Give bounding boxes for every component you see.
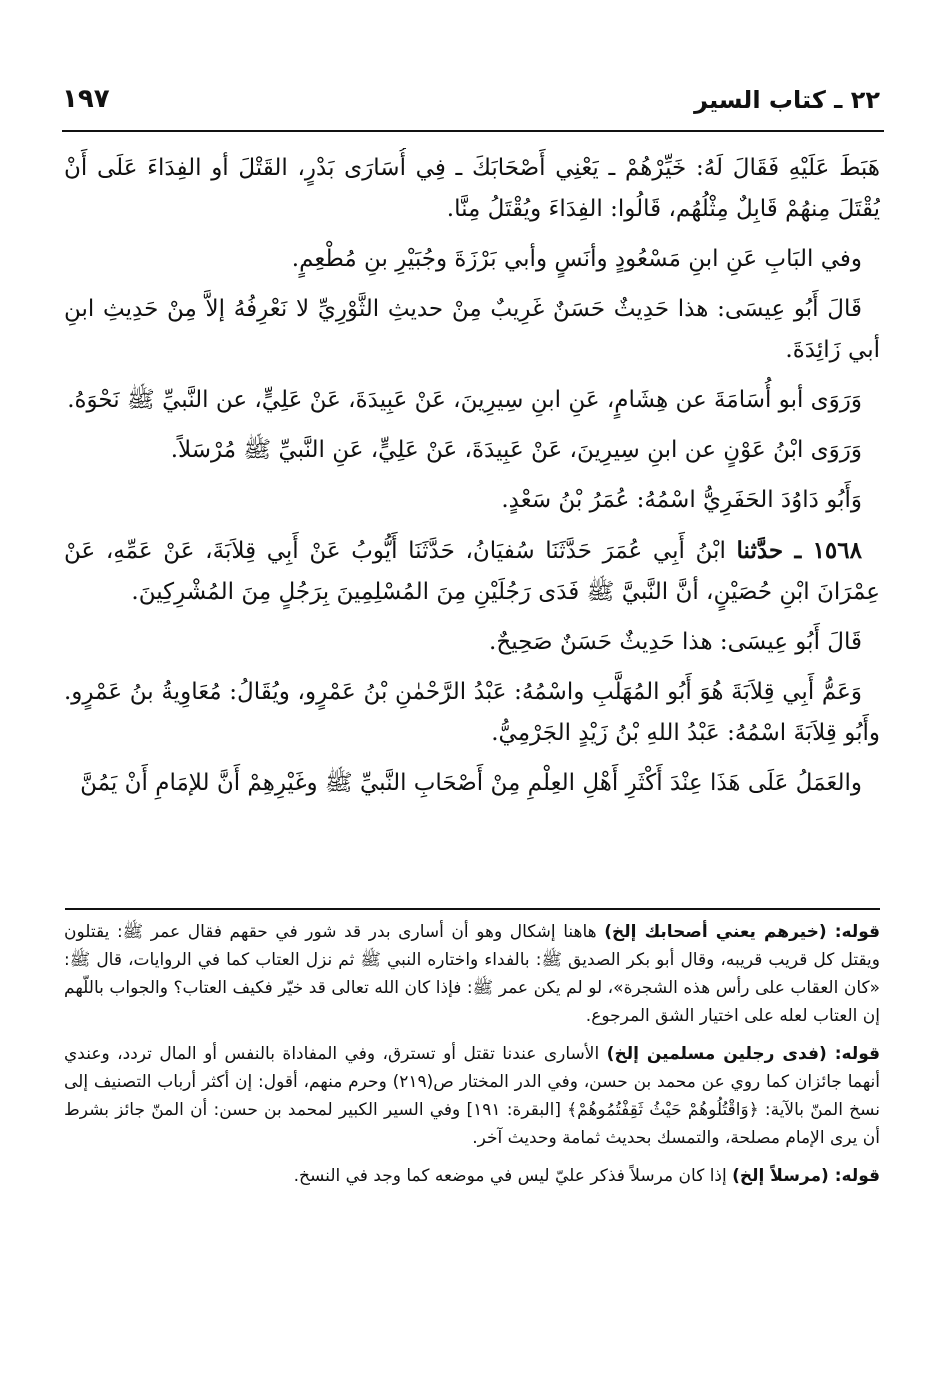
chapter-title: ٢٢ ـ كتاب السير [694, 86, 880, 114]
footnote-key: قوله: (خيرهم يعني أصحابك إلخ) [604, 922, 880, 942]
paragraph: وَرَوَى ابْنُ عَوْنٍ عن ابنِ سِيرِينَ، عَنْ عَبِيدَةَ، عَنْ عَلِيٍّ، عَنِ النَّبيِّ ﷺ مُرْسَلاً. [170, 437, 862, 463]
paragraph: قَالَ أَبُو عِيسَى: هذا حَدِيثٌ حَسَنٌ صَحِيحٌ. [489, 629, 862, 655]
footnote-text: إذا كان مرسلاً فذكر عليّ ليس في موضعه كما وجد في النسخ. [293, 1166, 733, 1186]
footnote [64, 1162, 880, 1190]
footnote-key: قوله: (فدى رجلين مسلمين إلخ) [606, 1044, 880, 1064]
footnote-text: هاهنا إشكال وهو أن أسارى بدر قد شور في حقهم فقال عمر ﷺ: يقتلون ويقتل كل قريب قريبه، وقال أبو بكر الصديق ﷺ: بالفداء واختاره النبي ﷺ ثم نزل العتاب كما في الروايات، قال ﷺ: «كان العقاب على رأس هذه الشجرة»، لو لم يكن عمر ﷺ: فإذا كان الله تعالى قد خيّر فكيف العتاب؟ والجواب باللّهم إن العتاب لعله على اختيار الشق المرجوع. [64, 922, 880, 1026]
hadith-text: ابْنُ أَبِي عُمَرَ حَدَّثَنَا سُفيَانُ، حَدَّثَنَا أَيُّوبُ عَنْ أَبِي قِلاَبَةَ، عَنْ عَمِّهِ، عَنْ عِمْرَانَ ابْنِ حُصَيْنٍ، أنَّ النَّبيَّ ﷺ فَدَى رَجُلَيْنِ مِنَ المُسْلِمِينَ بِرَجُلٍ مِنَ المُشْرِكِينَ. [64, 538, 880, 605]
footnotes [64, 918, 880, 1348]
paragraph: وَأَبُو دَاوُدَ الحَفَرِيُّ اسْمُهُ: عُمَرُ بْنُ سَعْدٍ. [501, 487, 862, 513]
paragraph: وَعَمُّ أَبِي قِلاَبَةَ هُوَ أَبُو المُهَلَّبِ واسْمُهُ: عَبْدُ الرَّحْمٰنِ بْنُ عَمْرٍو، ويُقَالُ: مُعَاوِيةُ بنُ عَمْرٍو. وأَبُو قِلاَبَةَ اسْمُهُ: عَبْدُ اللهِ بْنُ زَيْدٍ الجَرْمِيُّ. [64, 679, 880, 746]
main-text [64, 148, 880, 888]
paragraph: قَالَ أَبُو عِيسَى: هذا حَدِيثٌ حَسَنٌ غَرِيبٌ مِنْ حديثِ الثَّوْرِيِّ لا نَعْرِفُهُ إلاَّ مِنْ حَدِيثِ ابنِ أبي زَائِدَةَ. [64, 296, 880, 363]
hadith-paragraph [64, 530, 880, 613]
paragraph: وَرَوَى أبو أُسَامَةَ عن هِشَامٍ، عَنِ ابنِ سِيرِينَ، عَنْ عَبِيدَةَ، عَنْ عَلِيٍّ، عن النَّبيِّ ﷺ نَحْوَهُ. [67, 387, 862, 413]
page-header [62, 82, 880, 126]
hadith-number: ١٥٦٨ ـ حدَّثنا [736, 537, 862, 564]
footnote [64, 1040, 880, 1152]
footnote-key: قوله: (مرسلاً إلخ) [732, 1166, 880, 1186]
header-rule [62, 130, 884, 132]
footnote-text: الأسارى عندنا تقتل أو تسترق، وفي المفاداة بالنفس أو المال تردد، وعندي أنهما جائزان كما روي عن محمد بن حسن، وفي الدر المختار ص(٢١٩) وحرم منهم، أقول: إن أكثر أرباب التصنيف إلى نسخ المنّ بالآية: ﴿وَاقْتُلُوهُمْ حَيْثُ ثَقِفْتُمُوهُمْ﴾ [البقرة: ١٩١] وفي السير الكبير لمحمد بن حسن: أن المنّ جائز بشرط أن يرى الإمام مصلحة، والتمسك بحديث ثمامة وحديث آخر. [64, 1044, 880, 1148]
paragraph: وفي البَابِ عَنِ ابنِ مَسْعُودٍ وأنَسٍ وأبي بَرْزَةَ وجُبَيْرِ بنِ مُطْعِمٍ. [291, 246, 862, 272]
page-number: ١٩٧ [62, 84, 110, 114]
footnote-rule [65, 908, 880, 910]
footnote [64, 918, 880, 1030]
paragraph: هَبَطَ عَلَيْهِ فَقَالَ لَهُ: خَيِّرْهُمْ ـ يَعْنِي أَصْحَابَكَ ـ فِي أُسَارَى بَدْرٍ، القَتْلَ أو الفِدَاءَ عَلَى أَنْ يُقْتَلَ مِنهُمْ قَابِلٌ مِثْلُهُم، قَالُوا: الفِدَاءَ ويُقْتَلُ مِنَّا. [64, 155, 880, 222]
paragraph: والعَمَلُ عَلَى هَذَا عِنْدَ أَكْثَرِ أَهْلِ العِلْمِ مِنْ أَصْحَابِ النَّبيِّ ﷺ وغَيْرِهِمْ أَنَّ للإمَامِ أَنْ يَمُنَّ [80, 770, 862, 796]
